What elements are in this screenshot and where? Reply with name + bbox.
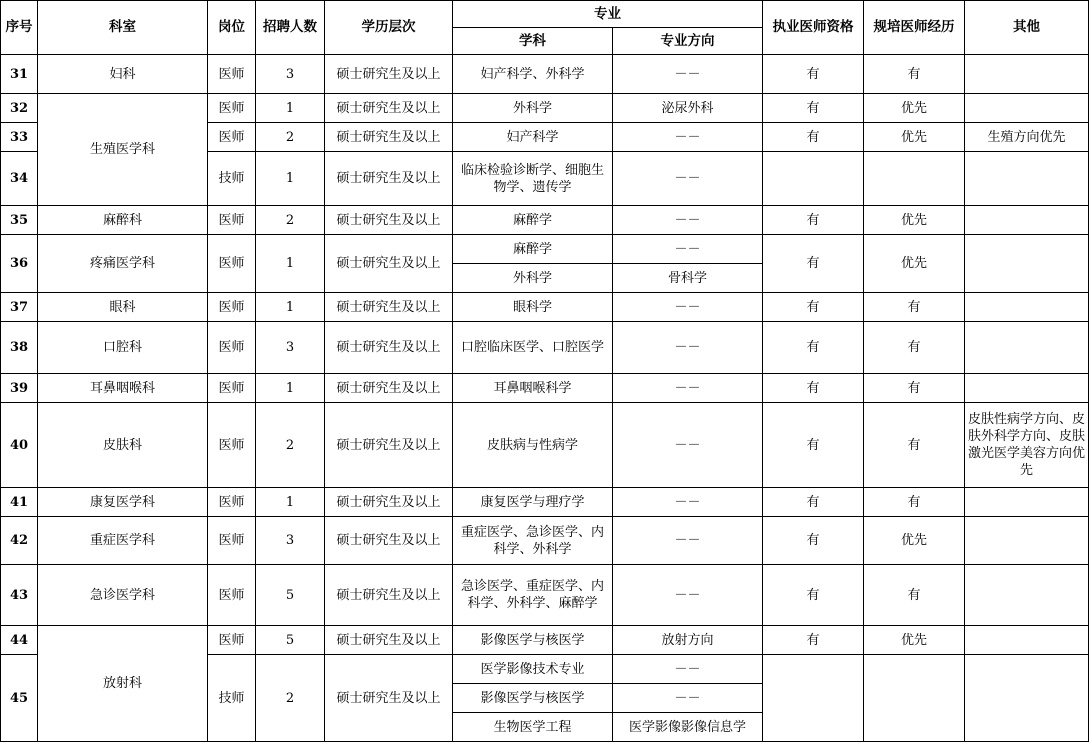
license-cell: 有 <box>763 626 864 655</box>
license-cell: 有 <box>763 123 864 152</box>
license-cell: 有 <box>763 235 864 293</box>
direction-cell: －－ <box>613 565 763 626</box>
subject-cell: 皮肤病与性病学 <box>453 403 613 488</box>
count-cell: 2 <box>256 123 325 152</box>
subject-cell: 外科学 <box>453 94 613 123</box>
direction-cell: －－ <box>613 123 763 152</box>
post-cell: 医师 <box>208 55 256 94</box>
post-cell: 医师 <box>208 293 256 322</box>
other-cell: 生殖方向优先 <box>965 123 1089 152</box>
header-major: 专业 <box>453 1 763 28</box>
count-cell: 1 <box>256 235 325 293</box>
direction-cell: －－ <box>613 684 763 713</box>
seq-cell: 44 <box>1 626 38 655</box>
direction-cell: －－ <box>613 655 763 684</box>
other-cell <box>965 374 1089 403</box>
table-row <box>1 626 1089 655</box>
post-cell: 医师 <box>208 322 256 374</box>
edu-cell: 硕士研究生及以上 <box>325 655 453 742</box>
other-cell <box>965 565 1089 626</box>
other-cell <box>965 235 1089 293</box>
edu-cell: 硕士研究生及以上 <box>325 517 453 565</box>
seq-cell: 45 <box>1 655 38 742</box>
license-cell: 有 <box>763 374 864 403</box>
other-cell <box>965 517 1089 565</box>
table-row <box>1 206 1089 235</box>
seq-cell: 37 <box>1 293 38 322</box>
direction-cell: 骨科学 <box>613 264 763 293</box>
table-row <box>1 517 1089 565</box>
other-cell <box>965 322 1089 374</box>
count-cell: 5 <box>256 626 325 655</box>
training-cell: 优先 <box>864 123 965 152</box>
post-cell: 医师 <box>208 403 256 488</box>
direction-cell: 医学影像影像信息学 <box>613 713 763 742</box>
training-cell: 有 <box>864 403 965 488</box>
dept-cell: 皮肤科 <box>38 403 208 488</box>
edu-cell: 硕士研究生及以上 <box>325 403 453 488</box>
license-cell <box>763 152 864 206</box>
subject-cell: 外科学 <box>453 264 613 293</box>
header-row-1 <box>1 1 1089 28</box>
direction-cell: －－ <box>613 293 763 322</box>
header-other: 其他 <box>965 1 1089 55</box>
table-row <box>1 293 1089 322</box>
seq-cell: 34 <box>1 152 38 206</box>
training-cell <box>864 152 965 206</box>
direction-cell: 泌尿外科 <box>613 94 763 123</box>
other-cell: 皮肤性病学方向、皮肤外科学方向、皮肤激光医学美容方向优先 <box>965 403 1089 488</box>
license-cell: 有 <box>763 55 864 94</box>
post-cell: 医师 <box>208 235 256 293</box>
training-cell: 优先 <box>864 94 965 123</box>
header-training: 规培医师经历 <box>864 1 965 55</box>
dept-cell: 重症医学科 <box>38 517 208 565</box>
dept-cell: 放射科 <box>38 626 208 742</box>
post-cell: 医师 <box>208 374 256 403</box>
count-cell: 2 <box>256 403 325 488</box>
direction-cell: －－ <box>613 152 763 206</box>
subject-cell: 生物医学工程 <box>453 713 613 742</box>
count-cell: 1 <box>256 488 325 517</box>
post-cell: 医师 <box>208 123 256 152</box>
header-post: 岗位 <box>208 1 256 55</box>
seq-cell: 41 <box>1 488 38 517</box>
license-cell: 有 <box>763 322 864 374</box>
training-cell: 有 <box>864 55 965 94</box>
direction-cell: －－ <box>613 206 763 235</box>
dept-cell: 妇科 <box>38 55 208 94</box>
dept-cell: 生殖医学科 <box>38 94 208 206</box>
seq-cell: 42 <box>1 517 38 565</box>
subject-cell: 医学影像技术专业 <box>453 655 613 684</box>
table-row <box>1 403 1089 488</box>
subject-cell: 口腔临床医学、口腔医学 <box>453 322 613 374</box>
count-cell: 5 <box>256 565 325 626</box>
subject-cell: 麻醉学 <box>453 206 613 235</box>
seq-cell: 39 <box>1 374 38 403</box>
other-cell <box>965 55 1089 94</box>
license-cell <box>763 655 864 742</box>
dept-cell: 康复医学科 <box>38 488 208 517</box>
seq-cell: 38 <box>1 322 38 374</box>
license-cell: 有 <box>763 488 864 517</box>
subject-cell: 眼科学 <box>453 293 613 322</box>
subject-cell: 影像医学与核医学 <box>453 684 613 713</box>
training-cell: 有 <box>864 374 965 403</box>
direction-cell: 放射方向 <box>613 626 763 655</box>
dept-cell: 疼痛医学科 <box>38 235 208 293</box>
seq-cell: 33 <box>1 123 38 152</box>
dept-cell: 眼科 <box>38 293 208 322</box>
edu-cell: 硕士研究生及以上 <box>325 206 453 235</box>
edu-cell: 硕士研究生及以上 <box>325 565 453 626</box>
subject-cell: 临床检验诊断学、细胞生物学、遗传学 <box>453 152 613 206</box>
count-cell: 3 <box>256 322 325 374</box>
license-cell: 有 <box>763 517 864 565</box>
post-cell: 技师 <box>208 152 256 206</box>
edu-cell: 硕士研究生及以上 <box>325 626 453 655</box>
license-cell: 有 <box>763 565 864 626</box>
table-row <box>1 488 1089 517</box>
edu-cell: 硕士研究生及以上 <box>325 94 453 123</box>
license-cell: 有 <box>763 403 864 488</box>
edu-cell: 硕士研究生及以上 <box>325 322 453 374</box>
training-cell <box>864 655 965 742</box>
table-row <box>1 235 1089 264</box>
post-cell: 医师 <box>208 626 256 655</box>
seq-cell: 35 <box>1 206 38 235</box>
training-cell: 优先 <box>864 517 965 565</box>
header-dept: 科室 <box>38 1 208 55</box>
training-cell: 有 <box>864 322 965 374</box>
direction-cell: －－ <box>613 235 763 264</box>
edu-cell: 硕士研究生及以上 <box>325 123 453 152</box>
dept-cell: 耳鼻咽喉科 <box>38 374 208 403</box>
seq-cell: 40 <box>1 403 38 488</box>
count-cell: 1 <box>256 94 325 123</box>
other-cell <box>965 488 1089 517</box>
direction-cell: －－ <box>613 403 763 488</box>
edu-cell: 硕士研究生及以上 <box>325 55 453 94</box>
direction-cell: －－ <box>613 517 763 565</box>
training-cell: 有 <box>864 565 965 626</box>
count-cell: 3 <box>256 517 325 565</box>
count-cell: 2 <box>256 206 325 235</box>
subject-cell: 耳鼻咽喉科学 <box>453 374 613 403</box>
header-subject: 学科 <box>453 28 613 55</box>
edu-cell: 硕士研究生及以上 <box>325 152 453 206</box>
dept-cell: 急诊医学科 <box>38 565 208 626</box>
header-license: 执业医师资格 <box>763 1 864 55</box>
direction-cell: －－ <box>613 322 763 374</box>
subject-cell: 妇产科学 <box>453 123 613 152</box>
training-cell: 优先 <box>864 235 965 293</box>
license-cell: 有 <box>763 206 864 235</box>
subject-cell: 麻醉学 <box>453 235 613 264</box>
dept-cell: 口腔科 <box>38 322 208 374</box>
edu-cell: 硕士研究生及以上 <box>325 374 453 403</box>
other-cell <box>965 293 1089 322</box>
count-cell: 1 <box>256 152 325 206</box>
count-cell: 1 <box>256 293 325 322</box>
post-cell: 医师 <box>208 488 256 517</box>
license-cell: 有 <box>763 293 864 322</box>
table-row <box>1 374 1089 403</box>
table-row <box>1 565 1089 626</box>
count-cell: 1 <box>256 374 325 403</box>
seq-cell: 32 <box>1 94 38 123</box>
post-cell: 技师 <box>208 655 256 742</box>
seq-cell: 43 <box>1 565 38 626</box>
header-count: 招聘人数 <box>256 1 325 55</box>
other-cell <box>965 206 1089 235</box>
subject-cell: 急诊医学、重症医学、内科学、外科学、麻醉学 <box>453 565 613 626</box>
other-cell <box>965 152 1089 206</box>
post-cell: 医师 <box>208 94 256 123</box>
training-cell: 有 <box>864 293 965 322</box>
other-cell <box>965 94 1089 123</box>
table-row <box>1 94 1089 123</box>
dept-cell: 麻醉科 <box>38 206 208 235</box>
subject-cell: 妇产科学、外科学 <box>453 55 613 94</box>
count-cell: 2 <box>256 655 325 742</box>
subject-cell: 康复医学与理疗学 <box>453 488 613 517</box>
direction-cell: －－ <box>613 488 763 517</box>
edu-cell: 硕士研究生及以上 <box>325 488 453 517</box>
table-row <box>1 55 1089 94</box>
header-seq: 序号 <box>1 1 38 55</box>
subject-cell: 重症医学、急诊医学、内科学、外科学 <box>453 517 613 565</box>
seq-cell: 36 <box>1 235 38 293</box>
post-cell: 医师 <box>208 517 256 565</box>
license-cell: 有 <box>763 94 864 123</box>
edu-cell: 硕士研究生及以上 <box>325 293 453 322</box>
count-cell: 3 <box>256 55 325 94</box>
direction-cell: －－ <box>613 374 763 403</box>
post-cell: 医师 <box>208 565 256 626</box>
training-cell: 有 <box>864 488 965 517</box>
header-direction: 专业方向 <box>613 28 763 55</box>
other-cell <box>965 626 1089 655</box>
edu-cell: 硕士研究生及以上 <box>325 235 453 293</box>
subject-cell: 影像医学与核医学 <box>453 626 613 655</box>
seq-cell: 31 <box>1 55 38 94</box>
training-cell: 优先 <box>864 206 965 235</box>
header-edu: 学历层次 <box>325 1 453 55</box>
table-row <box>1 322 1089 374</box>
direction-cell: －－ <box>613 55 763 94</box>
other-cell <box>965 655 1089 742</box>
training-cell: 优先 <box>864 626 965 655</box>
post-cell: 医师 <box>208 206 256 235</box>
